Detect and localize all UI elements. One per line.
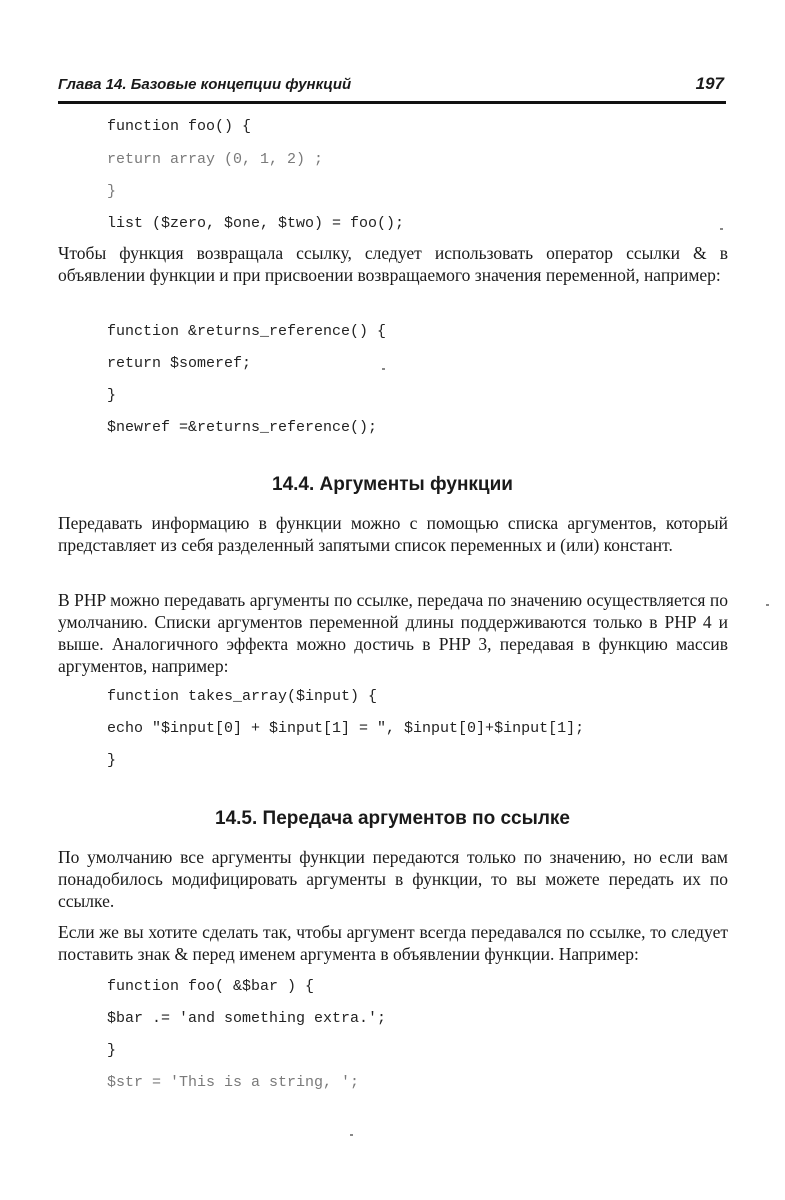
scan-speck [350,1134,353,1136]
running-header [58,72,726,100]
paragraph: Передавать информацию в функции можно с помощью списка аргументов, который представляет из себя разделенный запятыми список переменных и (или) констант. [58,513,728,555]
paragraph: Если же вы хотите сделать так, чтобы аргумент всегда передавался по ссылке, то следует поставить знак & перед именем аргумента в объявлении функции. Например: [58,922,728,964]
code-line: } [107,387,117,404]
paragraph: Чтобы функция возвращала ссылку, следует использовать оператор ссылки & в объявлении функции и при присвоении возвращаемого значения переменной, например: [58,243,728,285]
paragraph: В PHP можно передавать аргументы по ссылке, передача по значению осуществляется по умолчанию. Списки аргументов переменной длины поддерживаются только в PHP 4 и выше. Аналогичного эффекта можно достичь в PHP 3, передавая в функцию массив аргументов, например: [58,590,728,676]
page-number: 197 [695,74,724,93]
code-line: echo "$input[0] + $input[1] = ", $input[0]+$input[1]; [107,720,585,737]
scan-speck [766,604,769,606]
code-line: return $someref; [107,355,252,372]
code-line: function takes_array($input) { [107,688,378,705]
code-line: list ($zero, $one, $two) = foo(); [107,215,405,232]
scan-speck [382,368,385,370]
code-line: function foo() { [107,118,252,135]
section-heading: 14.5. Передача аргументов по ссылке [215,808,570,829]
code-line: function foo( &$bar ) { [107,978,315,995]
code-line: } [107,1042,117,1059]
code-line: return array (0, 1, 2) ; [107,151,324,168]
code-line: } [107,752,117,769]
header-rule [58,101,726,104]
code-line: } [107,183,117,200]
section-heading: 14.4. Аргументы функции [272,474,513,495]
code-line: $str = 'This is a string, '; [107,1074,360,1091]
paragraph: По умолчанию все аргументы функции передаются только по значению, но если вам понадобилось модифицировать аргументы в функции, то вы можете передать их по ссылке. [58,847,728,911]
code-line: $bar .= 'and something extra.'; [107,1010,387,1027]
scan-speck [720,228,723,230]
code-line: function &returns_reference() { [107,323,387,340]
chapter-title: Глава 14. Базовые концепции функций [58,76,352,93]
code-line: $newref =&returns_reference(); [107,419,378,436]
